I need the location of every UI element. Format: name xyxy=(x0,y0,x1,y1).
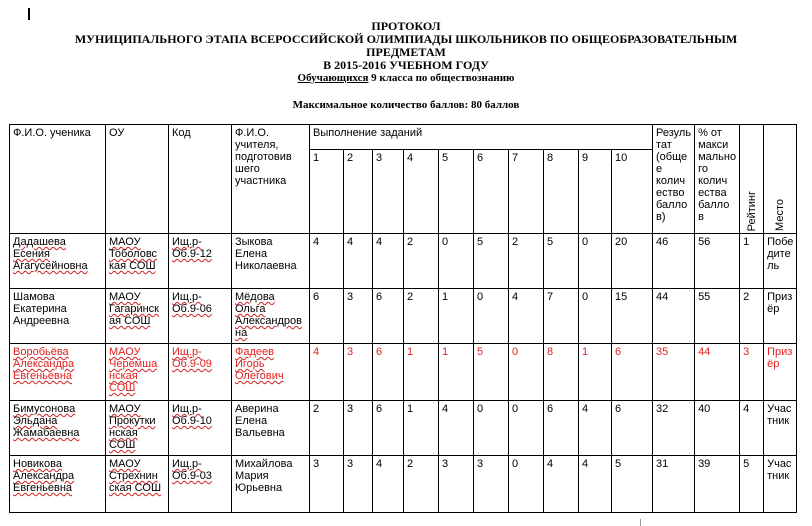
task-score-cell xyxy=(439,344,474,401)
task-score-cell-text: 2 xyxy=(512,236,519,248)
task-score-cell-text: 0 xyxy=(582,291,589,303)
task-score-cell-text: 1 xyxy=(582,346,589,358)
place-cell-text: Учас тник xyxy=(767,403,792,427)
subject-rest: 9 класса по обществознанию xyxy=(368,72,515,84)
place-cell xyxy=(764,234,797,289)
task-score-cell xyxy=(474,289,509,344)
task-score-cell-text: 2 xyxy=(407,236,414,248)
rating-cell xyxy=(740,234,764,289)
task-score-cell-text: 0 xyxy=(477,403,484,415)
max-score-line: Максимальное количество баллов: 80 баллов xyxy=(292,99,520,111)
task-number: 9 xyxy=(579,150,612,234)
task-score-cell xyxy=(474,401,509,456)
task-score-cell xyxy=(612,289,653,344)
task-score-cell-text: 3 xyxy=(347,291,354,303)
teacher-cell xyxy=(232,234,310,289)
percent-cell xyxy=(695,344,740,401)
school-cell xyxy=(106,456,169,513)
task-score-cell xyxy=(404,289,439,344)
task-score-cell xyxy=(509,234,544,289)
teacher-cell xyxy=(232,289,310,344)
task-score-cell-text: 5 xyxy=(615,458,622,470)
rating-cell xyxy=(740,401,764,456)
task-score-cell-text: 2 xyxy=(407,458,414,470)
percent-cell xyxy=(695,289,740,344)
result-cell xyxy=(653,456,695,513)
task-score-cell-text: 0 xyxy=(512,403,519,415)
task-score-cell xyxy=(439,401,474,456)
task-score-cell xyxy=(310,344,344,401)
task-score-cell-text: 0 xyxy=(582,236,589,248)
task-score-cell xyxy=(544,289,579,344)
place-cell xyxy=(764,344,797,401)
task-score-cell xyxy=(344,401,373,456)
teacher-cell xyxy=(232,344,310,401)
percent-cell-text: 55 xyxy=(698,291,711,303)
result-cell xyxy=(653,344,695,401)
header-teacher: Ф.И.О. учителя, подготовив шего участника xyxy=(232,125,310,234)
task-score-cell xyxy=(344,289,373,344)
task-score-cell xyxy=(612,344,653,401)
text-cursor xyxy=(28,8,30,20)
code-cell-text: Ищ.р-Об.9-06 xyxy=(172,291,212,315)
percent-cell xyxy=(695,401,740,456)
task-score-cell xyxy=(579,456,612,513)
task-score-cell-text: 4 xyxy=(347,236,354,248)
code-cell-text: Ищ.р-Об.9-03 xyxy=(172,458,212,482)
table-row xyxy=(10,234,797,289)
task-score-cell-text: 3 xyxy=(442,458,449,470)
task-score-cell-text: 4 xyxy=(376,458,383,470)
header-line-2: ПРЕДМЕТАМ xyxy=(366,45,446,59)
teacher-cell xyxy=(232,401,310,456)
student-name-cell xyxy=(10,234,106,289)
student-name-cell xyxy=(10,456,106,513)
task-score-cell-text: 1 xyxy=(407,346,414,358)
rating-cell-text: 1 xyxy=(743,236,750,248)
task-score-cell xyxy=(404,234,439,289)
rating-cell-text: 2 xyxy=(743,291,750,303)
task-score-cell xyxy=(544,401,579,456)
teacher-cell-text: Михайлова Мария Юрьевна xyxy=(235,458,293,494)
task-score-cell xyxy=(474,234,509,289)
results-table xyxy=(9,124,797,513)
result-cell xyxy=(653,234,695,289)
task-score-cell xyxy=(439,234,474,289)
table-row xyxy=(10,289,797,344)
task-score-cell xyxy=(544,234,579,289)
result-cell xyxy=(653,289,695,344)
task-number: 1 xyxy=(310,150,344,234)
task-score-cell xyxy=(474,456,509,513)
task-score-cell-text: 8 xyxy=(547,346,554,358)
teacher-cell-text: Аверина Елена Вальевна xyxy=(235,403,285,439)
header-rating xyxy=(740,125,764,234)
task-score-cell xyxy=(509,289,544,344)
result-cell xyxy=(653,401,695,456)
task-score-cell xyxy=(404,401,439,456)
task-score-cell xyxy=(579,289,612,344)
percent-cell xyxy=(695,456,740,513)
task-score-cell-text: 4 xyxy=(442,403,449,415)
task-number: 5 xyxy=(439,150,474,234)
task-score-cell xyxy=(579,344,612,401)
school-cell xyxy=(106,344,169,401)
rating-cell xyxy=(740,289,764,344)
place-cell xyxy=(764,289,797,344)
task-score-cell-text: 3 xyxy=(313,458,320,470)
task-score-cell-text: 4 xyxy=(582,403,589,415)
header-place-label: Место xyxy=(774,199,787,231)
percent-cell xyxy=(695,234,740,289)
task-score-cell xyxy=(373,456,404,513)
task-score-cell-text: 6 xyxy=(615,346,622,358)
task-score-cell-text: 6 xyxy=(313,291,320,303)
teacher-cell-text: Фадеев Игорь Олегович xyxy=(235,346,284,382)
school-cell-text: МАОУ Гагаринск ая СОШ xyxy=(109,291,159,327)
task-score-cell-text: 3 xyxy=(347,346,354,358)
task-score-cell xyxy=(509,456,544,513)
task-score-cell-text: 1 xyxy=(407,403,414,415)
task-score-cell-text: 4 xyxy=(547,458,554,470)
percent-cell-text: 44 xyxy=(698,346,711,358)
task-score-cell-text: 2 xyxy=(407,291,414,303)
task-number: 4 xyxy=(404,150,439,234)
task-score-cell-text: 3 xyxy=(477,458,484,470)
student-name-cell-text: Новикова Александра Евгеньевна xyxy=(13,458,75,494)
result-cell-text: 44 xyxy=(656,291,669,303)
task-score-cell-text: 6 xyxy=(615,403,622,415)
task-score-cell xyxy=(544,344,579,401)
rating-cell xyxy=(740,344,764,401)
document-header xyxy=(0,20,812,112)
task-score-cell-text: 3 xyxy=(347,403,354,415)
result-cell-text: 35 xyxy=(656,346,669,358)
table-header-row xyxy=(10,125,797,150)
task-score-cell-text: 2 xyxy=(313,403,320,415)
task-score-cell-text: 6 xyxy=(376,291,383,303)
code-cell-text: Ищ.р-Об.9-09 xyxy=(172,346,212,370)
task-score-cell-text: 5 xyxy=(547,236,554,248)
place-cell-text: Приз ёр xyxy=(767,346,793,370)
page-bottom-edge xyxy=(0,519,812,526)
table-row xyxy=(10,401,797,456)
task-score-cell xyxy=(373,401,404,456)
task-number: 6 xyxy=(474,150,509,234)
task-score-cell xyxy=(509,344,544,401)
code-cell-text: Ищ.р-Об.9-12 xyxy=(172,236,212,260)
percent-cell-text: 39 xyxy=(698,458,711,470)
rating-cell-text: 4 xyxy=(743,403,750,415)
task-score-cell-text: 1 xyxy=(442,346,449,358)
task-score-cell-text: 0 xyxy=(442,236,449,248)
task-score-cell xyxy=(509,401,544,456)
task-score-cell xyxy=(344,456,373,513)
place-cell-text: Приз ёр xyxy=(767,291,793,315)
teacher-cell-text: Мёдова Ольга Александров на xyxy=(235,291,302,339)
task-score-cell-text: 6 xyxy=(376,346,383,358)
header-name: Ф.И.О. ученика xyxy=(10,125,106,234)
task-score-cell-text: 4 xyxy=(376,236,383,248)
task-score-cell-text: 0 xyxy=(512,346,519,358)
task-score-cell xyxy=(612,456,653,513)
code-cell-text: Ищ.р-Об.9-10 xyxy=(172,403,212,427)
task-score-cell xyxy=(373,344,404,401)
header-result: Резуль тат (обще е колич ество балло в) xyxy=(653,125,695,234)
rating-cell-text: 5 xyxy=(743,458,750,470)
school-cell-text: МАОУ Прокутки нская СОШ xyxy=(109,403,156,451)
task-score-cell-text: 6 xyxy=(376,403,383,415)
place-cell-text: Учас тник xyxy=(767,458,792,482)
task-score-cell-text: 6 xyxy=(547,403,554,415)
task-score-cell xyxy=(439,289,474,344)
header-percent: % от макси мально го колич ества балло в xyxy=(695,125,740,234)
teacher-cell-text: Зыкова Елена Николаевна xyxy=(235,236,297,272)
task-score-cell-text: 5 xyxy=(477,346,484,358)
school-cell xyxy=(106,401,169,456)
code-cell xyxy=(169,234,232,289)
header-code: Код xyxy=(169,125,232,234)
task-score-cell xyxy=(579,234,612,289)
code-cell xyxy=(169,456,232,513)
task-score-cell-text: 1 xyxy=(442,291,449,303)
task-score-cell xyxy=(544,456,579,513)
task-score-cell xyxy=(439,456,474,513)
percent-cell-text: 56 xyxy=(698,236,711,248)
task-score-cell-text: 3 xyxy=(347,458,354,470)
code-cell xyxy=(169,289,232,344)
teacher-cell xyxy=(232,456,310,513)
table-row xyxy=(10,456,797,513)
task-score-cell xyxy=(310,401,344,456)
task-score-cell xyxy=(310,289,344,344)
student-name-cell-text: Дадашева Есения Агагусейновна xyxy=(13,236,88,272)
result-cell-text: 46 xyxy=(656,236,669,248)
task-score-cell xyxy=(344,344,373,401)
place-cell xyxy=(764,401,797,456)
task-score-cell xyxy=(612,401,653,456)
task-score-cell xyxy=(579,401,612,456)
task-score-cell-text: 7 xyxy=(547,291,554,303)
subject-line xyxy=(0,72,812,85)
protocol-title: ПРОТОКОЛ xyxy=(371,19,441,33)
task-score-cell xyxy=(404,344,439,401)
task-score-cell-text: 5 xyxy=(477,236,484,248)
student-name-cell-text: Воробьёва Александра Евгеньевна xyxy=(13,346,75,382)
task-number: 8 xyxy=(544,150,579,234)
place-cell-text: Побе дите ль xyxy=(767,236,794,272)
header-line-3: В 2015-2016 УЧЕБНОМ ГОДУ xyxy=(323,58,489,72)
task-number: 7 xyxy=(509,150,544,234)
task-score-cell xyxy=(373,234,404,289)
task-score-cell xyxy=(310,456,344,513)
header-tasks: Выполнение заданий xyxy=(310,125,653,150)
task-score-cell-text: 4 xyxy=(582,458,589,470)
school-cell-text: МАОУ Стрехнин ская СОШ xyxy=(109,458,162,494)
school-cell-text: МАОУ Черемша нская СОШ xyxy=(109,346,158,394)
task-score-cell xyxy=(373,289,404,344)
result-cell-text: 32 xyxy=(656,403,669,415)
task-number: 2 xyxy=(344,150,373,234)
header-rating-label: Рейтинг xyxy=(745,190,758,231)
place-cell xyxy=(764,456,797,513)
header-school: ОУ xyxy=(106,125,169,234)
student-name-cell-text: Бимусонова Эльдана Жамабаевна xyxy=(13,403,80,439)
ruler-tick xyxy=(640,519,641,526)
task-number: 10 xyxy=(612,150,653,234)
school-cell-text: МАОУ Тоболовс кая СОШ xyxy=(109,236,158,272)
table-row xyxy=(10,344,797,401)
task-score-cell xyxy=(474,344,509,401)
task-score-cell-text: 20 xyxy=(615,236,628,248)
header-line-1: МУНИЦИПАЛЬНОГО ЭТАПА ВСЕРОССИЙСКОЙ ОЛИМПИАДЫ ШКОЛЬНИКОВ ПО ОБЩЕОБРАЗОВАТЕЛЬНЫМ xyxy=(74,32,738,46)
school-cell xyxy=(106,234,169,289)
code-cell xyxy=(169,344,232,401)
student-name-cell xyxy=(10,289,106,344)
rating-cell-text: 3 xyxy=(743,346,750,358)
rating-cell xyxy=(740,456,764,513)
school-cell xyxy=(106,289,169,344)
subject-prefix: Обучающихся xyxy=(297,72,369,84)
student-name-cell xyxy=(10,401,106,456)
task-score-cell xyxy=(404,456,439,513)
code-cell xyxy=(169,401,232,456)
task-score-cell xyxy=(344,234,373,289)
task-score-cell-text: 4 xyxy=(313,236,320,248)
task-score-cell-text: 0 xyxy=(512,458,519,470)
task-score-cell-text: 4 xyxy=(512,291,519,303)
student-name-cell xyxy=(10,344,106,401)
result-cell-text: 31 xyxy=(656,458,669,470)
task-score-cell-text: 15 xyxy=(615,291,628,303)
task-number: 3 xyxy=(373,150,404,234)
student-name-cell-text: Шамова Екатерина Андреевна xyxy=(13,291,70,327)
task-score-cell xyxy=(310,234,344,289)
percent-cell-text: 40 xyxy=(698,403,711,415)
task-score-cell-text: 4 xyxy=(313,346,320,358)
task-score-cell-text: 0 xyxy=(477,291,484,303)
header-place xyxy=(764,125,797,234)
task-score-cell xyxy=(612,234,653,289)
